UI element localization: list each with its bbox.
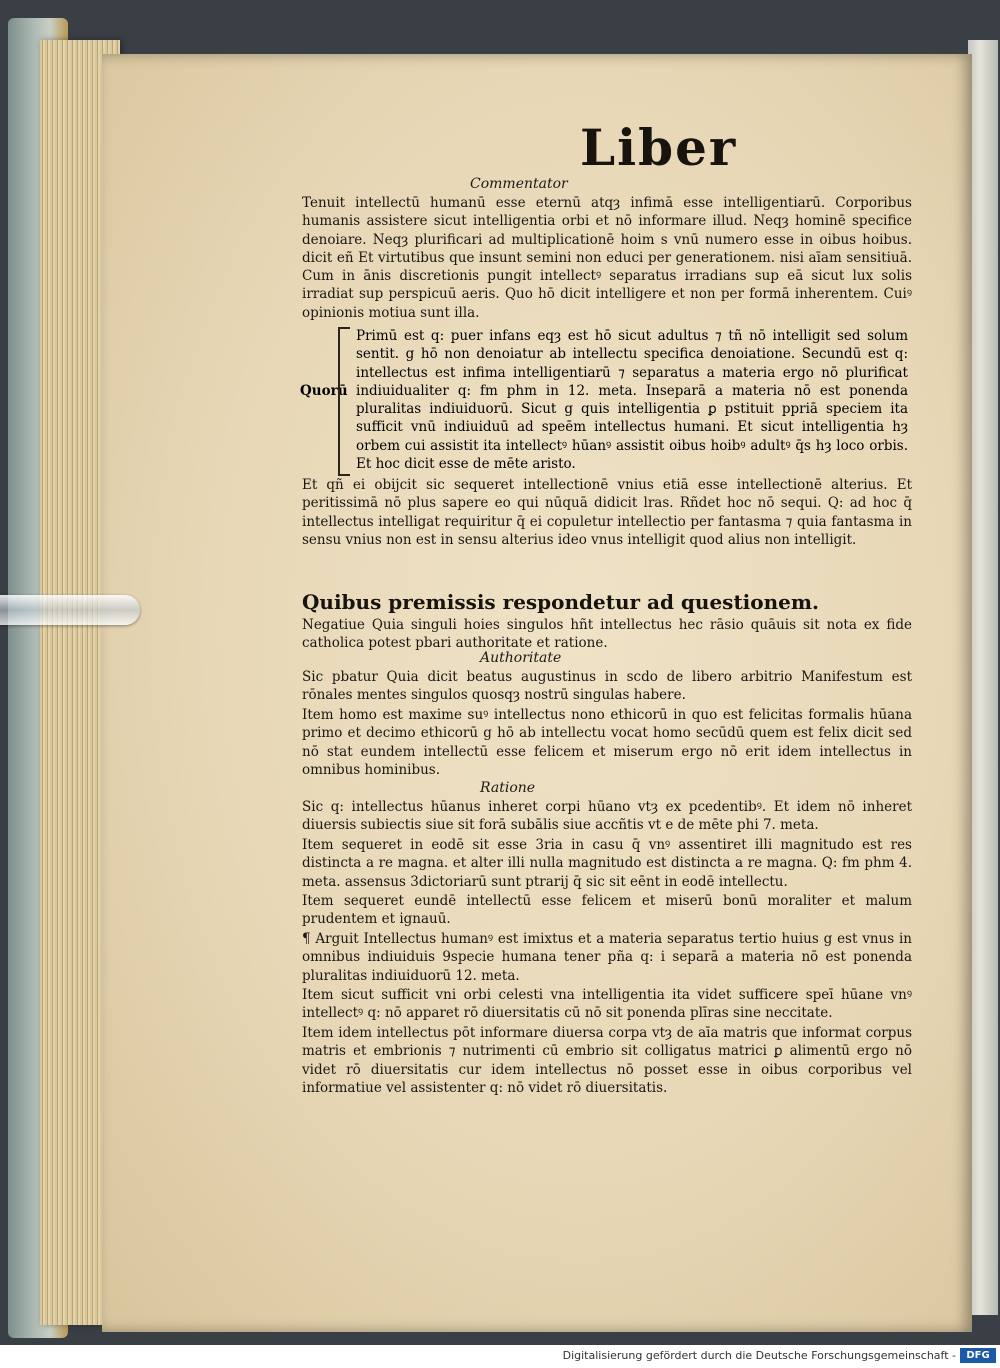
answer-intro: Negatiue Quia singuli hoies singulos hñt intellectus hec rāsio quāuis sit nota ex fide catholica potest pbari authoritate et ratione. <box>302 617 912 652</box>
page-clamp <box>0 595 140 625</box>
book-cover-right <box>968 40 998 1315</box>
bracketed-text: Primū est q: puer infans eqȝ est hō sicut adultus ⁊ tñ nō intelligit sed solum sentit. g hō non denoiatur ab intellectu specifica denoiatione. Secundū est q: intellectus est infima intelligentiarū ⁊ separatus a materia ergo nō plurificat indiuidualiter q: fm phm in 12. meta. Inseparā a materia nō est ponenda pluralitas indiuiduorū. Sicut g quis intelligentia ꝑ pstituit ppriā speciem ita sufficit vnū indiuiduū ad speēm intellectus humani. Et sicut intelligentia hȝ orbem cui assistit ita intellectꝰ hūanꝰ assistit oibus hoibꝰ adultꝰ q̄s hȝ loco orbis. Et hoc dicit esse de mēte aristo. <box>356 328 908 472</box>
commentator-label: Commentator <box>470 176 568 192</box>
authoritate-text-2: Item homo est maxime suꝰ intellectus nono ethicorū in quo est felicitas formalis hūana primo et decimo ethicorū g hō ab intellectu vocat homo secūdū quem est felix dicit sed nō stat eundem intellectū esse felicem et miserum ergo nō erit idem intellectus in omnibus hominibus. <box>302 707 912 778</box>
commentary-intro: Tenuit intellectū humanū esse eternū atqȝ infimā esse intelligentiarū. Corporibus humanis assistere sicut intelligentia orbi et nō informare illud. Neqȝ hominē specifice denoiare. Neqȝ plurificari ad multiplicationē hoim s vnū numero esse in oibus hoibus. dicit eñ Et virtutibus que insunt semini non educi per generationem. nisi aīam sensitiuā. Cum in ānis discretionis pungit intellectꝰ separatus irradians sup eā sicut lux solis irradiat sup perspicuū aeris. Quo hō dicit intelligere et non per formā inherentem. Cuiꝰ opinionis motiua sunt illa. <box>302 195 912 321</box>
argument-text-1: ¶ Arguit Intellectus humanꝰ est imixtus et a materia separatus tertio huius g est vnus in omnibus indiuiduis 9specie humana tener pña q: i separā a materia nō est ponenda pluralitas indiuiduorū 12. meta. <box>302 931 912 984</box>
bracket-mark <box>338 327 350 476</box>
ratione-label: Ratione <box>480 780 536 796</box>
margin-word: Quorū <box>300 383 348 399</box>
ratione-text-3: Item sequeret eundē intellectū esse felicem et miserū bonū moraliter et malum prudentem et ignauū. <box>302 893 912 928</box>
commentary-outro: Et qñ ei obijcit sic sequeret intellectionē vnius etiā esse intellectionē alterius. Et peritissimā nō plus sapere eo qui nūquā didicit lras. Rñdet hoc nō sequi. Q: ad hoc q̄ intellectus intelligat requiritur q̄ ei copuletur intellectio per fantasma ⁊ quia fantasma in sensu vnius non est in sensu alterius ideo vnus intelligit quod alius non intelligit. <box>302 477 912 548</box>
section-heading: Quibus premissis respondetur ad questionem. <box>302 590 820 614</box>
footer-bar <box>0 1345 1000 1368</box>
page-heading: Liber <box>580 118 738 177</box>
argument-text-3: Item idem intellectus pōt informare diuersa corpa vtȝ de aīa matris que informat corpus matris et embrionis ⁊ nutrimenti cū embrio sit colligatus matrici ꝑ alimentū ergo nō videt rō diuersitatis cur idem intellectus nō posset esse in oibus corporibus vel informatiue vel assistenter q: nō videt rō diuersitatis. <box>302 1025 912 1096</box>
footer-credit: Digitalisierung gefördert durch die Deutsche Forschungsgemeinschaft - <box>562 1349 956 1362</box>
authoritate-text-1: Sic pbatur Quia dicit beatus augustinus in scdo de libero arbitrio Manifestum est rōnales mentes singulos quosqȝ nostrū singulas habere. <box>302 669 912 704</box>
ratione-text-2: Item sequeret in eodē sit esse 3ria in casu q̄ vnꝰ assentiret illi magnitudo est res distincta a re magna. et alter illi nulla magnitudo est distincta a re magna. Q: fm phm 4. meta. assensus 3dictoriarū sunt ptrarij q̄ sic sit eēnt in eodē intellectu. <box>302 837 912 890</box>
ratione-text-1: Sic q: intellectus hūanus inheret corpi hūano vtȝ ex pcedentibꝰ. Et idem nō inheret diuersis subiectis siue sit forā subālis siue accñtis vt e de mēte phi 7. meta. <box>302 799 912 834</box>
dfg-logo: DFG <box>960 1348 996 1363</box>
authoritate-label: Authoritate <box>480 650 562 666</box>
argument-text-2: Item sicut sufficit vni orbi celesti vna intelligentia ita videt sufficere speī hūane vnꝰ intellectꝰ q: nō apparet rō diuersitatis cū nō sit ponenda plīras sine neccitate. <box>302 987 912 1022</box>
